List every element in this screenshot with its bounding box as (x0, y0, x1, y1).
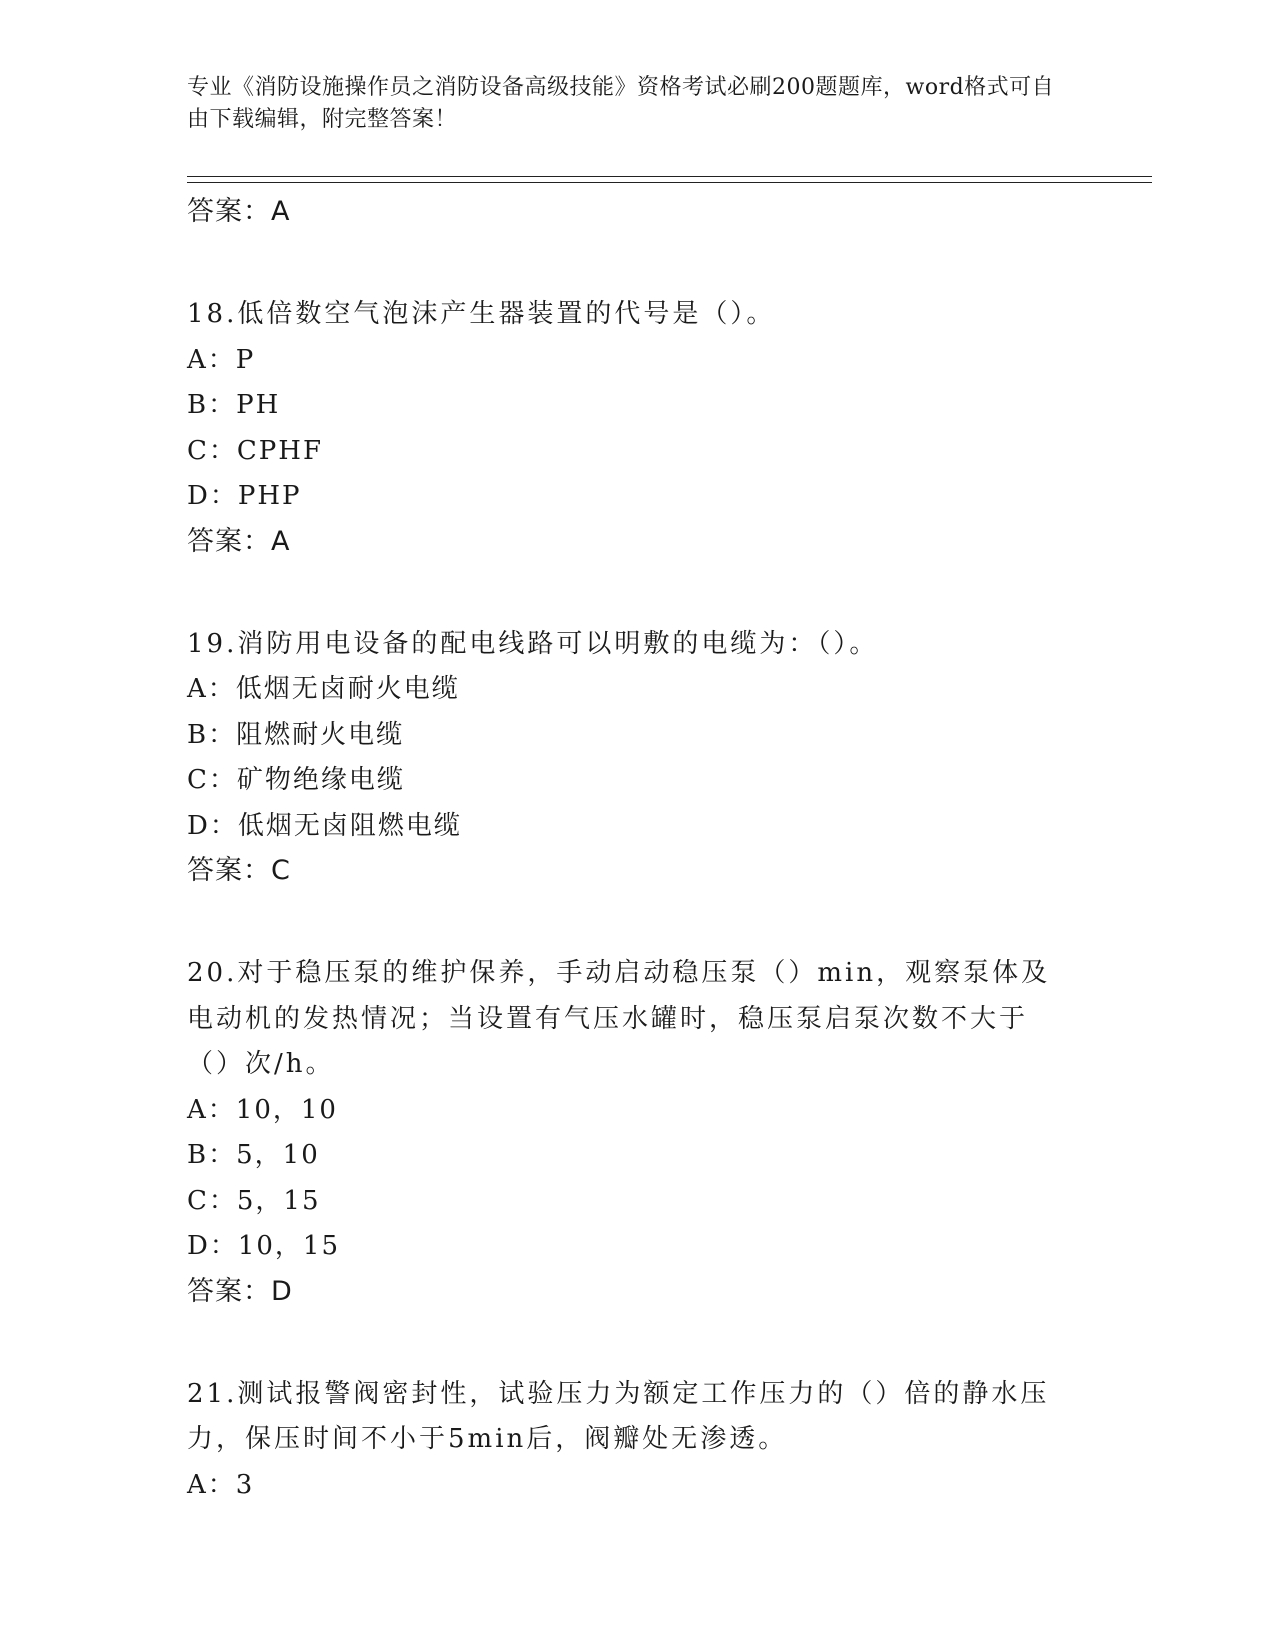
document-header: 专业《消防设施操作员之消防设备高级技能》资格考试必刷200题题库，word格式可自由下载编辑，附完整答案！ (187, 75, 1055, 132)
answer-label: 答案：D (187, 1275, 293, 1307)
option-c: C：矿物绝缘电缆 (187, 765, 405, 795)
option-b: B：5，10 (187, 1140, 320, 1170)
question-text: 19.消防用电设备的配电线路可以明敷的电缆为：（）。 (187, 628, 879, 659)
option-a: A：10，10 (187, 1094, 338, 1125)
option-a: A：P (187, 344, 256, 375)
header-rule-bottom (187, 182, 1152, 183)
answer-label: 答案：A (187, 196, 291, 227)
question-text: 18.低倍数空气泡沫产生器装置的代号是（）。 (187, 299, 776, 329)
option-a: A：低烟无卤耐火电缆 (187, 674, 460, 704)
question-19 (187, 622, 1067, 894)
option-c: C：CPHF (187, 435, 323, 466)
question-text: 20.对于稳压泵的维护保养，手动启动稳压泵（）min，观察泵体及电动机的发热情况；当设置有气压水罐时，稳压泵启泵次数不大于（）次/h。 (187, 958, 1051, 1079)
answer-label: 答案：C (187, 855, 291, 886)
option-d: D：10，15 (187, 1231, 341, 1261)
header-rule-top (187, 176, 1152, 177)
answer-label: 答案：A (187, 525, 291, 557)
question-20 (187, 951, 1067, 1314)
question-list (187, 190, 1067, 1508)
question-18 (187, 292, 1067, 564)
option-b: B：PH (187, 390, 281, 420)
option-b: B：阻燃耐火电缆 (187, 719, 405, 750)
question-21 (187, 1372, 1067, 1509)
option-a: A：3 (187, 1469, 255, 1500)
option-d: D：PHP (187, 481, 302, 511)
option-c: C：5，15 (187, 1185, 321, 1216)
question-text: 21.测试报警阀密封性，试验压力为额定工作压力的（）倍的静水压力，保压时间不小于5min后，阀瓣处无渗透。 (187, 1378, 1050, 1454)
option-d: D：低烟无卤阻燃电缆 (187, 810, 462, 841)
